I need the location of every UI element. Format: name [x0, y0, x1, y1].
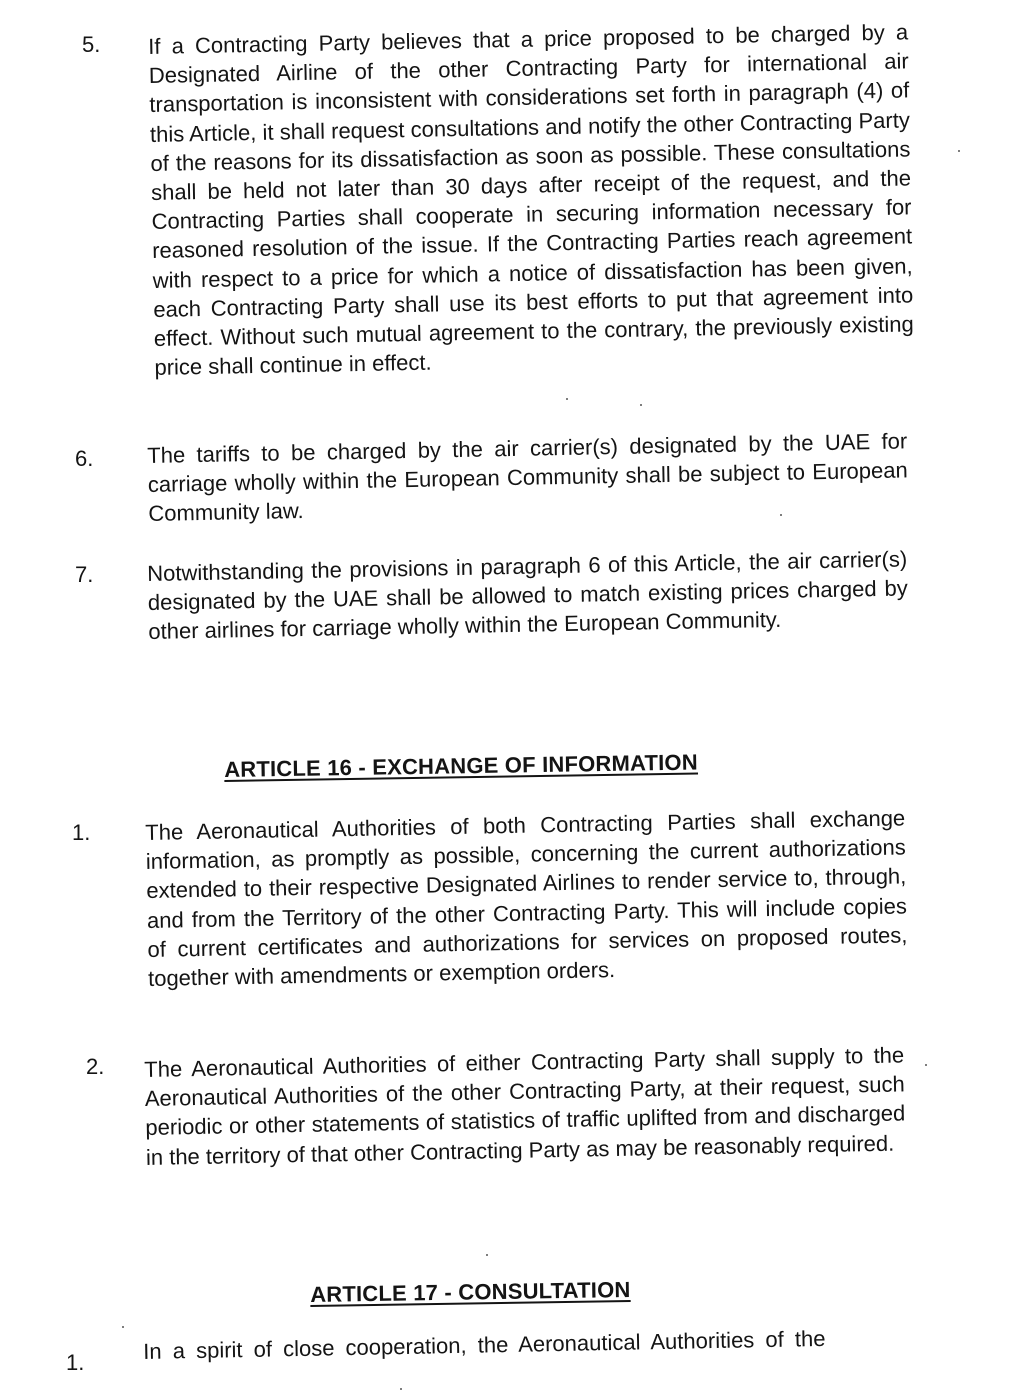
scan-speck	[486, 1254, 488, 1256]
scan-speck	[958, 150, 960, 152]
paragraph-5: If a Contracting Party believes that a price proposed to be charged by a Designated Airline of the other Contracting Party for international air transportation is inconsistent with considerations set forth in paragraph (4) of this Article, it shall request consultations and notify the other Contracting Party of the reasons for its dissatisfaction as soon as possible. These consultations shall be held not later than 30 days after receipt of the request, and the Contracting Parties shall cooperate in securing information necessary for reasoned resolution of the issue. If the Contracting Parties reach agreement with respect to a price for which a notice of dissatisfaction has been given, each Contracting Party shall use its best efforts to put that agreement into effect. Without such mutual agreement to the contrary, the previously existing price shall continue in effect.	[148, 19, 914, 381]
item-number: 1.	[72, 820, 91, 845]
scan-speck	[640, 404, 642, 406]
article-16-paragraph-1: The Aeronautical Authorities of both Contracting Parties shall exchange information, as promptly as possible, concerning the current authorizations extended to their respective Designated Airlines to render service to, through, and from the Territory of the other Contracting Party. This will include copies of current certificates and authorizations for services on proposed routes, together with amendments or exemption orders.	[145, 805, 908, 991]
article-16-paragraph-2: The Aeronautical Authorities of either Contracting Party shall supply to the Aeronautical Authorities of the other Contracting Party, at their request, such periodic or other statements of statistics of traffic uplifted from and discharged in the territory of that other Contracting Party as may be reasonably required.	[144, 1042, 906, 1170]
item-number: 7.	[75, 562, 94, 587]
item-number: 2.	[86, 1054, 105, 1079]
article-16-heading: ARTICLE 16 - EXCHANGE OF INFORMATION	[224, 749, 699, 782]
scan-speck	[122, 1326, 124, 1328]
scan-speck	[925, 1064, 927, 1066]
scan-speck	[566, 398, 568, 400]
item-number: 6.	[75, 446, 94, 471]
item-number: 5.	[82, 32, 101, 57]
item-number: 1.	[66, 1350, 85, 1375]
paragraph-7: Notwithstanding the provisions in paragraph 6 of this Article, the air carrier(s) designated by the UAE shall be allowed to match existing prices charged by other airlines for carriage wholly within the European Community.	[147, 546, 908, 645]
article-17-paragraph-1: In a spirit of close cooperation, the Aeronautical Authorities of the	[143, 1325, 826, 1364]
article-17-heading: ARTICLE 17 - CONSULTATION	[310, 1276, 631, 1307]
scan-speck	[400, 1388, 402, 1390]
paragraph-6: The tariffs to be charged by the air carrier(s) designated by the UAE for carriage wholly within the European Community shall be subject to European Community law.	[147, 428, 908, 527]
scan-speck	[780, 514, 782, 516]
